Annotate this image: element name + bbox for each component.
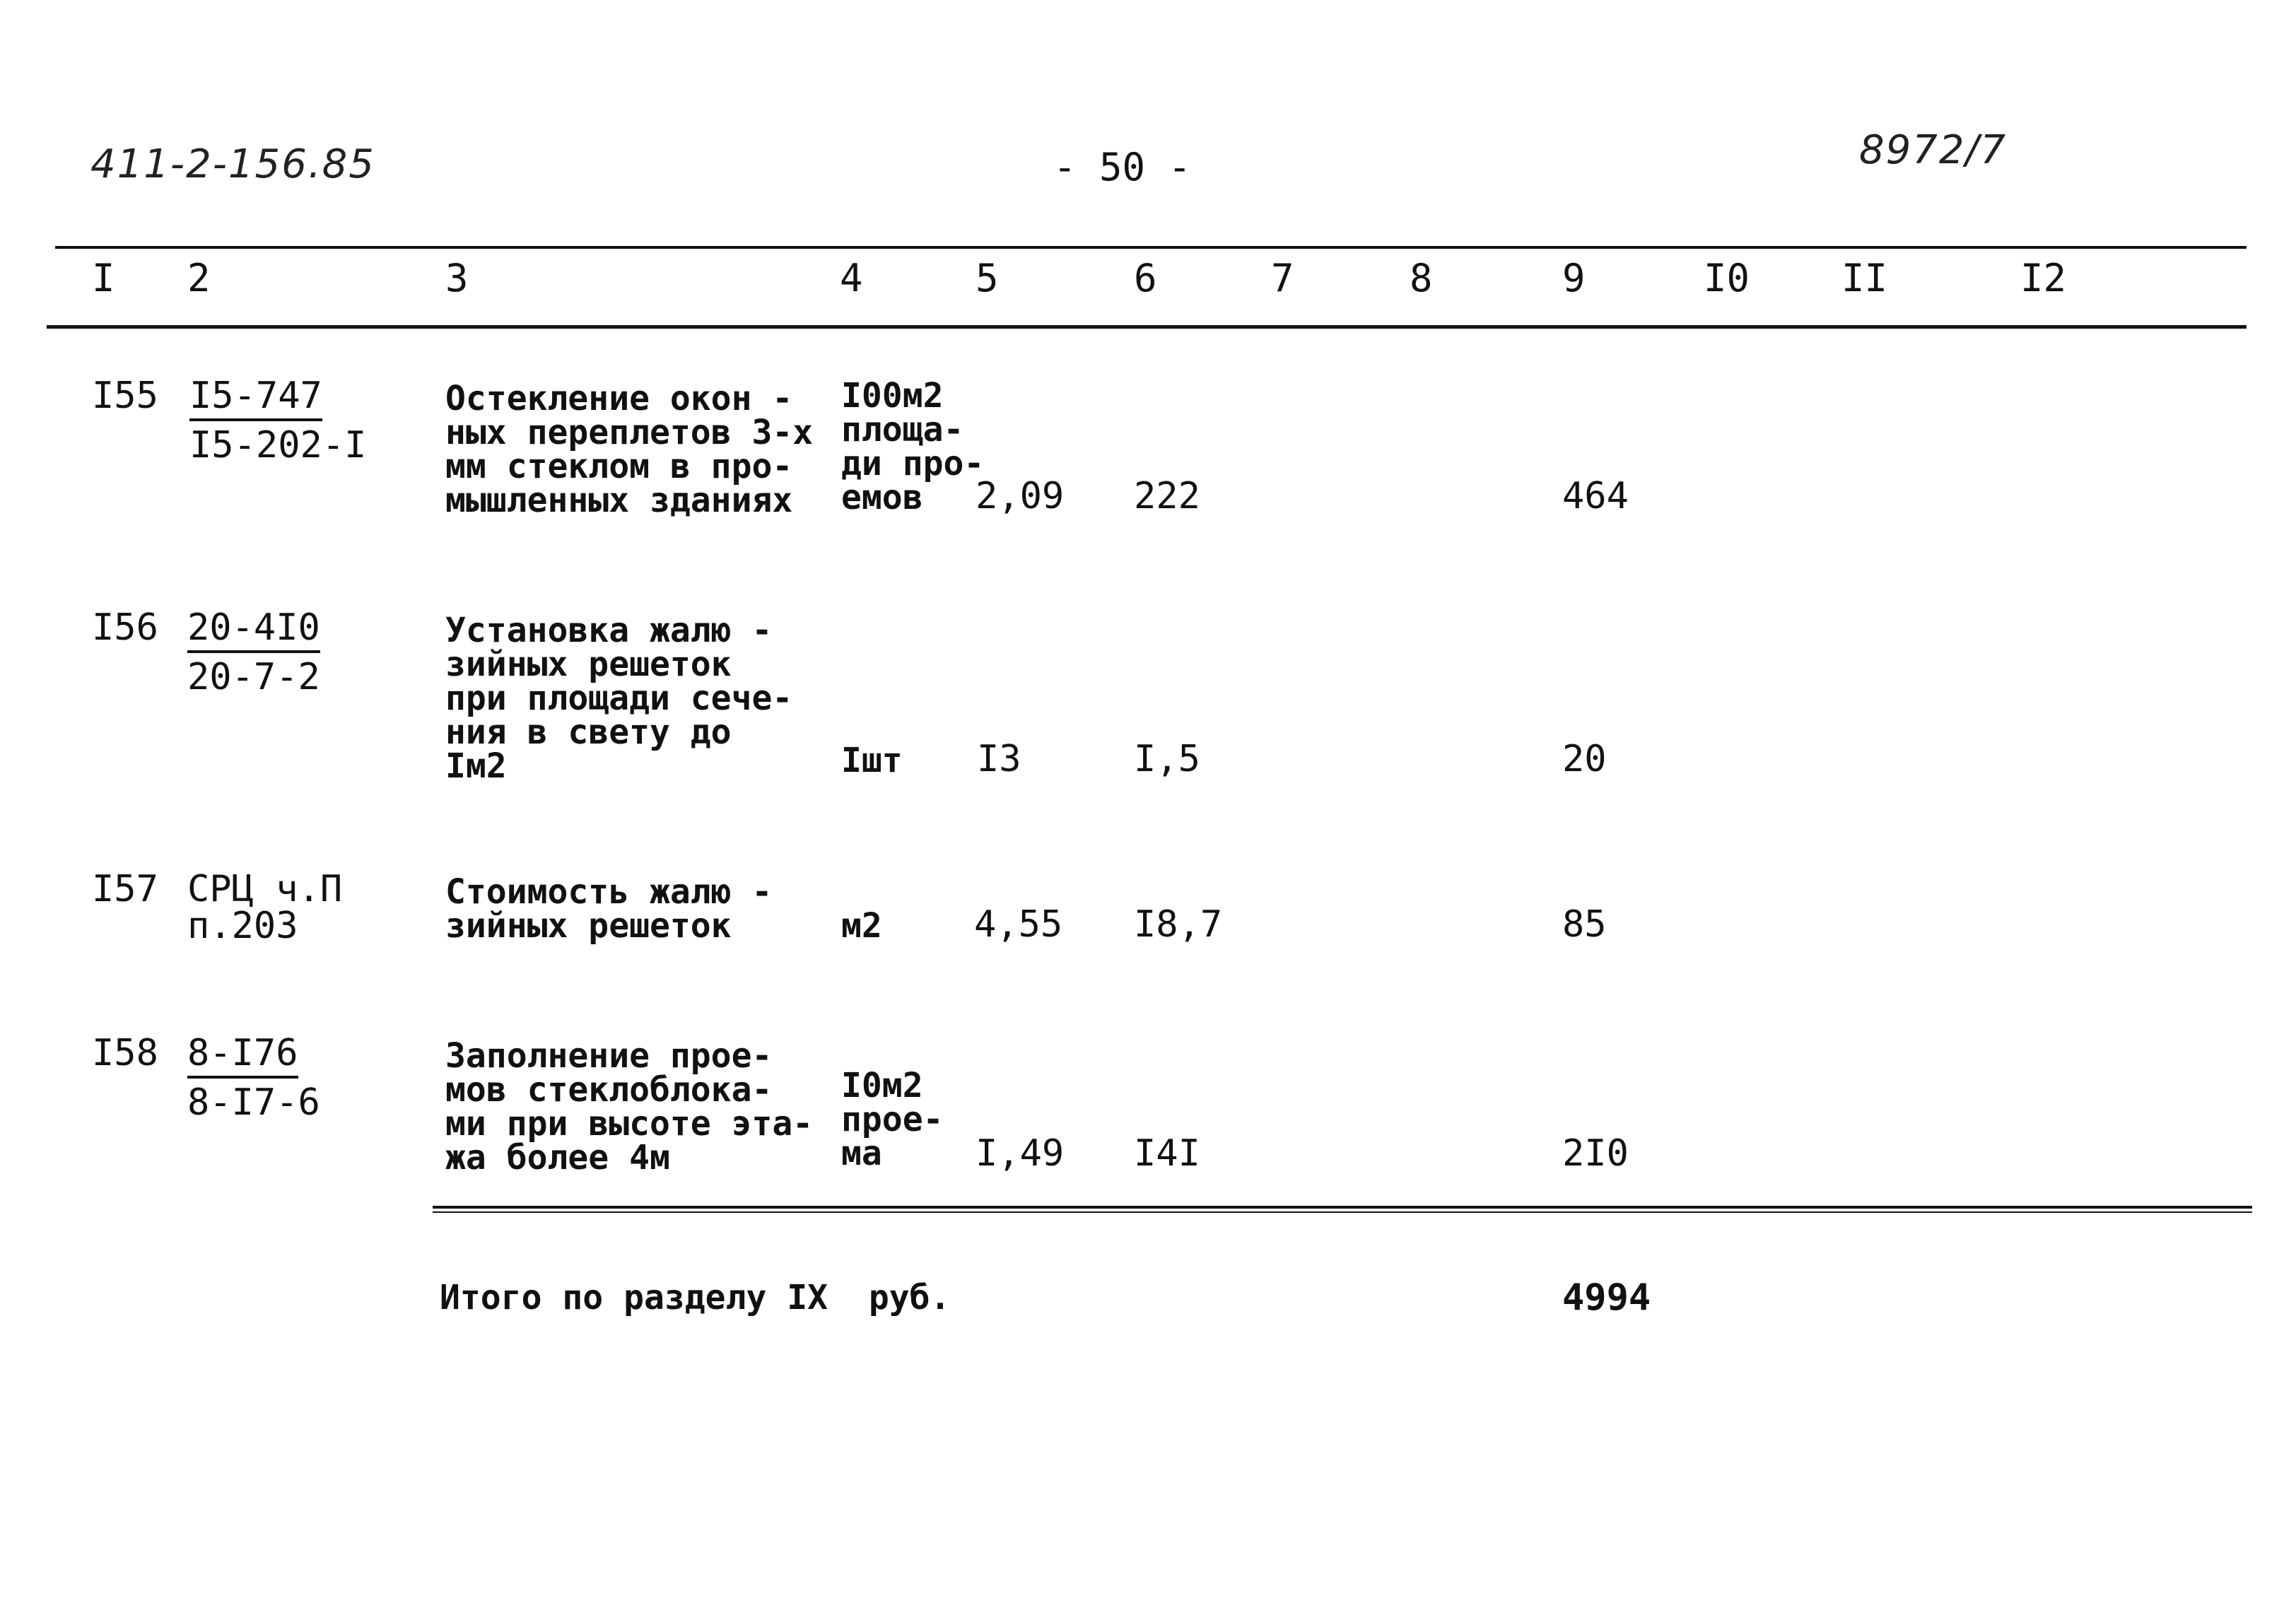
norm-code: 8-I76: [187, 1032, 298, 1079]
price-code: 20-7-2: [187, 656, 320, 698]
work-description: Заполнение прое- мов стеклоблока- ми при высоте эта- жа более 4м: [445, 1036, 814, 1178]
header-top-rule: [55, 246, 2247, 249]
total-cost: 2I0: [1562, 1132, 1629, 1175]
quantity: 2,09: [976, 475, 1065, 517]
row-number: I57: [92, 868, 158, 910]
total-cost: 464: [1562, 475, 1629, 517]
col-8-header: 8: [1410, 256, 1433, 300]
unit-of-measure: Iшт: [841, 741, 903, 780]
unit-price: I,5: [1134, 738, 1200, 780]
norm-code: СРЦ ч.П: [187, 868, 343, 910]
unit-price: I8,7: [1134, 903, 1223, 946]
row-number: I56: [92, 606, 158, 649]
unit-price: 222: [1134, 475, 1200, 517]
work-description: Установка жалю - зийных решеток при площади сече- ния в свету до Iм2: [445, 611, 793, 786]
unit-of-measure: I00м2 площа- ди про- емов: [841, 376, 985, 517]
total-cost: 85: [1562, 903, 1607, 946]
col-9-header: 9: [1562, 256, 1586, 300]
row-number: I55: [92, 375, 158, 417]
section-total-value: 4994: [1562, 1276, 1651, 1319]
unit-of-measure: I0м2 прое- ма: [841, 1066, 944, 1173]
col-11-header: II: [1841, 256, 1888, 300]
price-code: 8-I7-6: [187, 1081, 320, 1124]
work-description: Стоимость жалю - зийных решеток: [445, 872, 773, 946]
unit-price: I4I: [1134, 1132, 1200, 1175]
col-3-header: 3: [445, 256, 469, 300]
row-number: I58: [92, 1032, 158, 1074]
col-4-header: 4: [840, 256, 863, 300]
price-code: п.203: [187, 905, 298, 947]
col-10-header: I0: [1704, 256, 1750, 300]
quantity: I,49: [976, 1132, 1065, 1175]
norm-code: 20-4I0: [187, 606, 320, 653]
unit-of-measure: м2: [841, 906, 882, 946]
col-6-header: 6: [1134, 256, 1157, 300]
col-1-header: I: [92, 256, 115, 300]
header-bottom-rule: [47, 325, 2247, 329]
quantity: 4,55: [974, 903, 1063, 946]
quantity: I3: [977, 738, 1021, 780]
norm-code: I5-747: [189, 375, 322, 421]
summary-rule: [433, 1206, 2252, 1209]
total-cost: 20: [1562, 738, 1607, 780]
section-total-label: Итого по разделу IX руб.: [440, 1278, 951, 1317]
col-2-header: 2: [187, 256, 211, 300]
work-description: Остекление окон - ных переплетов 3-х мм стеклом в про- мышленных зданиях: [445, 379, 814, 520]
document-code: 411-2-156.85: [90, 141, 375, 187]
col-12-header: I2: [2020, 256, 2067, 300]
col-5-header: 5: [976, 256, 999, 300]
price-code: I5-202-I: [189, 424, 367, 466]
page-number: - 50 -: [1053, 145, 1192, 189]
sheet-reference: 8972/7: [1859, 127, 2008, 173]
col-7-header: 7: [1271, 256, 1294, 300]
summary-rule-lower: [433, 1211, 2252, 1213]
